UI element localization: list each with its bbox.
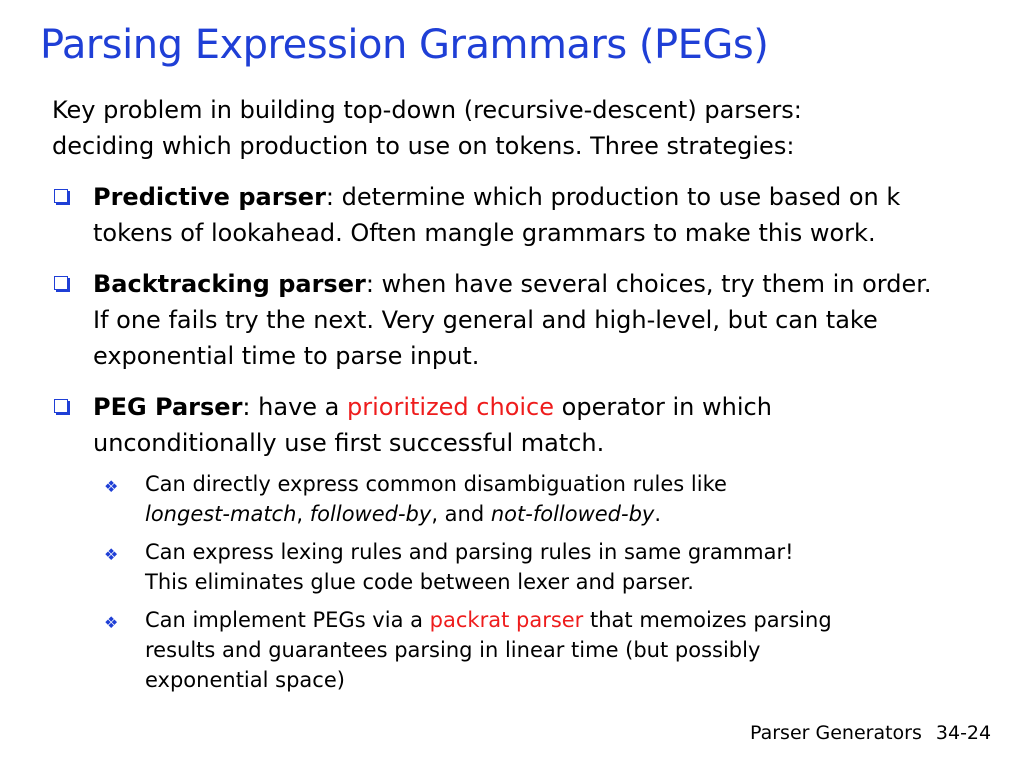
checkbox-square-icon xyxy=(54,399,68,413)
footer-label: Parser Generators xyxy=(750,722,922,744)
bullet-predictive-parser xyxy=(52,179,1002,251)
four-diamond-icon: ❖ xyxy=(104,613,119,632)
checkbox-square-icon xyxy=(54,189,68,203)
bullet-colon: : xyxy=(325,183,335,211)
subbullet-line xyxy=(145,605,1002,635)
bullet-line: tokens of lookahead. Often mangle grammars to make this work. xyxy=(93,219,876,247)
subbullet-disambiguation xyxy=(52,469,1002,529)
subbullet-line xyxy=(145,499,1002,529)
four-diamond-icon: ❖ xyxy=(104,477,119,496)
slide-body xyxy=(52,92,1002,695)
slide-footer xyxy=(750,722,991,744)
slide-title: Parsing Expression Grammars (PEGs) xyxy=(40,22,769,68)
bullet-text: operator in which xyxy=(554,393,772,421)
separator: , and xyxy=(431,502,491,526)
separator: , xyxy=(296,502,310,526)
subbullet-line: Can express lexing rules and parsing rules in same grammar! xyxy=(145,540,794,564)
intro-line-1: Key problem in building top-down (recursive-descent) parsers: xyxy=(52,96,802,124)
bullet-text: when have several choices, try them in order. xyxy=(373,270,932,298)
subbullet-line: exponential space) xyxy=(145,668,345,692)
intro-line-2: deciding which production to use on tokens. Three strategies: xyxy=(52,132,795,160)
four-diamond-icon: ❖ xyxy=(104,545,119,564)
term-followed-by: followed-by xyxy=(309,502,432,526)
bullet-line xyxy=(93,179,1002,215)
bullet-colon: : xyxy=(365,270,374,298)
bullet-term: Backtracking parser xyxy=(93,270,366,298)
subbullet-lexing-rules xyxy=(52,537,1002,597)
term-longest-match: longest-match xyxy=(145,502,297,526)
subbullet-line: Can directly express common disambiguation rules like xyxy=(145,472,727,496)
highlight-prioritized-choice: prioritized choice xyxy=(347,393,555,421)
intro-paragraph xyxy=(52,92,1002,164)
subbullet-packrat xyxy=(52,605,1002,695)
bullet-line: unconditionally use first successful match. xyxy=(93,429,605,457)
bullet-line: If one fails try the next. Very general and high-level, but can take xyxy=(93,306,878,334)
subbullet-text: Can implement PEGs via a xyxy=(145,608,430,632)
subbullet-line: results and guarantees parsing in linear time (but possibly xyxy=(145,638,761,662)
bullet-text: have a xyxy=(250,393,347,421)
bullet-line xyxy=(93,389,1002,425)
bullet-term: PEG Parser xyxy=(93,393,243,421)
bullet-line xyxy=(93,266,1002,302)
bullet-text: determine which production to use based on k xyxy=(334,183,901,211)
subbullet-text: that memoizes parsing xyxy=(583,608,832,632)
highlight-packrat-parser: packrat parser xyxy=(429,608,584,632)
bullet-colon: : xyxy=(242,393,251,421)
term-not-followed-by: not-followed-by xyxy=(490,502,655,526)
checkbox-square-icon xyxy=(54,276,68,290)
bullet-backtracking-parser xyxy=(52,266,1002,374)
bullet-line: exponential time to parse input. xyxy=(93,342,480,370)
bullet-term: Predictive parser xyxy=(93,183,326,211)
period: . xyxy=(654,502,662,526)
page-number: 34-24 xyxy=(935,722,992,744)
subbullet-line: This eliminates glue code between lexer and parser. xyxy=(145,570,694,594)
bullet-peg-parser xyxy=(52,389,1002,461)
